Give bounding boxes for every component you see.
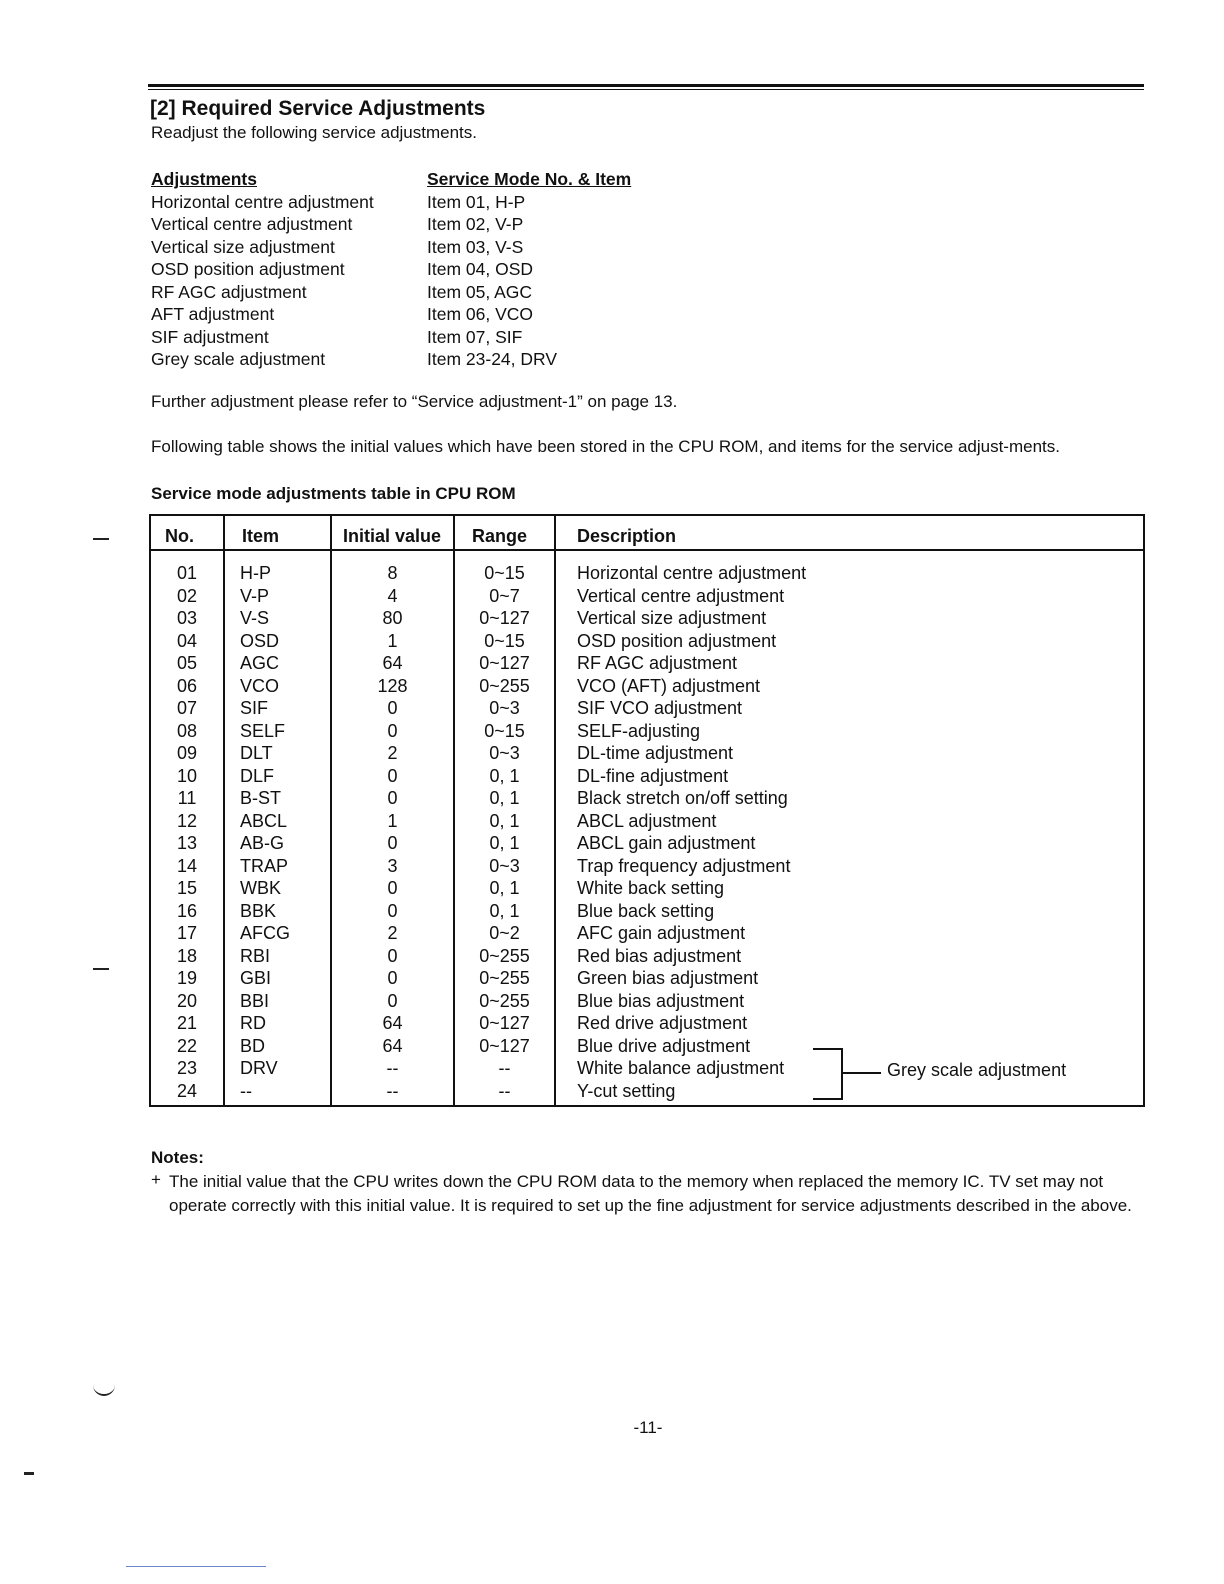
service-mode-table <box>149 514 1145 1107</box>
row-initial-value: 0 <box>387 788 398 808</box>
adjustments-header: Adjustments <box>151 169 257 189</box>
row-item: SIF <box>240 698 269 718</box>
row-description: DL-time adjustment <box>577 743 734 763</box>
row-range: 0~255 <box>479 675 530 696</box>
row-no: 08 <box>176 720 198 741</box>
header-description: Description <box>577 526 677 546</box>
bracket-bottom <box>813 1098 843 1100</box>
row-item: DLF <box>240 765 275 786</box>
row-no: 19 <box>176 968 198 988</box>
row-item: GBI <box>240 968 272 988</box>
row-range: 0, 1 <box>489 788 520 808</box>
row-range: -- <box>498 1080 511 1101</box>
row-item: VCO <box>240 675 280 696</box>
row-item: ABCL <box>240 810 288 831</box>
header-no: No. <box>165 526 194 546</box>
row-initial-value: 80 <box>382 608 403 628</box>
row-no: 02 <box>176 585 198 606</box>
row-initial-value: -- <box>386 1058 399 1078</box>
row-description: SELF-adjusting <box>577 720 701 741</box>
service-mode-header: Service Mode No. & Item <box>427 169 632 189</box>
row-item: TRAP <box>240 855 289 876</box>
row-no: 05 <box>176 653 198 673</box>
adjustment-name: Grey scale adjustment <box>151 349 326 369</box>
no-column <box>151 562 223 1102</box>
service-mode-item: Item 06, VCO <box>427 304 534 324</box>
row-no: 03 <box>176 608 198 628</box>
service-mode-item: Item 23-24, DRV <box>427 349 558 369</box>
row-no: 21 <box>176 1013 198 1033</box>
row-no: 15 <box>176 878 198 898</box>
adjustments-column <box>151 168 427 371</box>
service-mode-item: Item 05, AGC <box>427 281 533 302</box>
row-range: 0~127 <box>479 1013 530 1033</box>
row-initial-value: 8 <box>387 563 398 583</box>
row-item: OSD <box>240 630 280 651</box>
row-description: Vertical centre adjustment <box>577 585 785 606</box>
row-description: ABCL adjustment <box>577 810 717 831</box>
row-item: AFCG <box>240 923 291 943</box>
row-item: -- <box>240 1080 252 1101</box>
header-divider <box>151 549 1143 551</box>
top-rule-thick <box>148 84 1144 87</box>
row-item: AB-G <box>240 833 285 853</box>
row-description: Red bias adjustment <box>577 945 742 966</box>
adjustment-name: Vertical centre adjustment <box>151 214 353 234</box>
row-initial-value: 0 <box>387 990 398 1011</box>
row-range: 0~15 <box>484 720 525 741</box>
row-initial-value: 64 <box>382 653 403 673</box>
header-item: Item <box>242 526 280 546</box>
row-range: 0~15 <box>484 563 525 583</box>
row-description: Trap frequency adjustment <box>577 855 791 876</box>
row-initial-value: 0 <box>387 720 398 741</box>
row-description: AFC gain adjustment <box>577 923 746 943</box>
row-initial-value: 64 <box>382 1035 403 1056</box>
adjustment-name: Horizontal centre adjustment <box>151 191 374 212</box>
description-column <box>577 562 1097 1102</box>
note-text: The initial value that the CPU writes down the CPU ROM data to the memory when replaced the memory IC. TV set may not operate correctly with this initial value. It is required to set up the fine adjustment for service adjustments described in the above. <box>169 1172 1132 1215</box>
service-mode-column <box>427 168 747 371</box>
row-no: 14 <box>176 855 198 876</box>
row-item: BD <box>240 1035 266 1056</box>
row-range: 0~2 <box>489 923 520 943</box>
row-initial-value: 1 <box>387 630 398 651</box>
page-number: -11- <box>633 1418 663 1437</box>
row-item: RD <box>240 1013 266 1033</box>
scan-mark <box>93 1376 115 1396</box>
adjustment-name: Vertical size adjustment <box>151 236 335 257</box>
row-item: BBI <box>240 990 270 1011</box>
row-range: 0~255 <box>479 968 530 988</box>
row-no: 11 <box>177 788 197 808</box>
adjustment-name: AFT adjustment <box>151 304 275 324</box>
scan-mark <box>93 968 109 970</box>
row-range: 0~255 <box>479 945 530 966</box>
adjustment-name: OSD position adjustment <box>151 259 345 279</box>
row-range: 0, 1 <box>489 765 520 786</box>
top-rule-thin <box>148 89 1144 90</box>
row-description: Black stretch on/off setting <box>577 788 788 808</box>
row-item: H-P <box>240 563 271 583</box>
row-initial-value: 0 <box>387 945 398 966</box>
row-range: 0~3 <box>489 855 520 876</box>
row-description: VCO (AFT) adjustment <box>577 675 761 696</box>
row-range: 0, 1 <box>489 833 520 853</box>
bracket-top <box>813 1048 843 1050</box>
row-no: 01 <box>176 563 198 583</box>
row-initial-value: 0 <box>387 968 398 988</box>
row-description: White balance adjustment <box>577 1058 785 1078</box>
row-initial-value: 0 <box>387 878 398 898</box>
row-initial-value: 0 <box>387 833 398 853</box>
row-description: Green bias adjustment <box>577 968 759 988</box>
row-no: 12 <box>176 810 198 831</box>
row-range: 0, 1 <box>489 810 520 831</box>
row-item: RBI <box>240 945 271 966</box>
note-bullet: + <box>151 1170 161 1189</box>
row-description: Blue drive adjustment <box>577 1035 751 1056</box>
row-description: RF AGC adjustment <box>577 653 738 673</box>
row-description: Vertical size adjustment <box>577 608 767 628</box>
row-description: OSD position adjustment <box>577 630 777 651</box>
range-column <box>455 562 554 1102</box>
row-no: 06 <box>176 675 198 696</box>
adjustment-name: RF AGC adjustment <box>151 281 307 302</box>
scan-mark <box>93 538 109 540</box>
row-range: 0~3 <box>489 698 520 718</box>
notes-heading: Notes: <box>151 1148 204 1167</box>
row-range: 0~3 <box>489 743 520 763</box>
table-intro-paragraph: Following table shows the initial values which have been stored in the CPU ROM, and items for the service adjust-ments. <box>151 437 1060 456</box>
column-divider <box>223 516 225 1105</box>
bracket-leader <box>843 1072 881 1074</box>
row-item: DLT <box>240 743 273 763</box>
row-description: Horizontal centre adjustment <box>577 563 807 583</box>
row-item: WBK <box>240 878 282 898</box>
row-no: 23 <box>176 1058 198 1078</box>
row-range: 0, 1 <box>489 900 520 921</box>
row-no: 18 <box>176 945 198 966</box>
service-mode-item: Item 02, V-P <box>427 214 524 234</box>
row-range: 0~255 <box>479 990 530 1011</box>
row-description: DL-fine adjustment <box>577 765 729 786</box>
row-range: -- <box>498 1058 511 1078</box>
grey-scale-label: Grey scale adjustment <box>887 1060 1067 1080</box>
bottom-rule <box>126 1566 266 1567</box>
service-mode-item: Item 04, OSD <box>427 259 534 279</box>
row-description: Y-cut setting <box>577 1080 676 1101</box>
row-description: SIF VCO adjustment <box>577 698 743 718</box>
row-range: 0~127 <box>479 608 530 628</box>
row-range: 0, 1 <box>489 878 520 898</box>
row-description: Blue back setting <box>577 900 715 921</box>
row-item: BBK <box>240 900 277 921</box>
row-range: 0~127 <box>479 653 530 673</box>
row-no: 22 <box>176 1035 198 1056</box>
initial-value-column <box>331 562 454 1102</box>
row-range: 0~15 <box>484 630 525 651</box>
row-item: DRV <box>240 1058 278 1078</box>
row-range: 0~7 <box>489 585 520 606</box>
section-intro: Readjust the following service adjustments. <box>151 123 477 142</box>
row-initial-value: -- <box>386 1080 399 1101</box>
row-item: V-P <box>240 585 270 606</box>
row-no: 04 <box>176 630 198 651</box>
item-column <box>240 562 340 1102</box>
row-initial-value: 1 <box>387 810 398 831</box>
column-divider <box>554 516 556 1105</box>
row-initial-value: 2 <box>387 743 398 763</box>
service-mode-item: Item 07, SIF <box>427 326 523 347</box>
scan-mark <box>24 1472 34 1475</box>
row-no: 17 <box>176 923 198 943</box>
row-no: 07 <box>176 698 198 718</box>
row-initial-value: 4 <box>387 585 398 606</box>
row-no: 20 <box>176 990 198 1011</box>
row-item: V-S <box>240 608 270 628</box>
adjustment-name: SIF adjustment <box>151 326 269 347</box>
row-item: SELF <box>240 720 286 741</box>
bracket-vertical <box>841 1048 843 1100</box>
service-mode-item: Item 01, H-P <box>427 191 526 212</box>
row-initial-value: 64 <box>382 1013 403 1033</box>
row-initial-value: 0 <box>387 698 398 718</box>
row-no: 24 <box>176 1080 198 1101</box>
row-initial-value: 128 <box>377 675 408 696</box>
row-initial-value: 0 <box>387 765 398 786</box>
row-initial-value: 0 <box>387 900 398 921</box>
header-range: Range <box>472 526 528 546</box>
header-initial-value: Initial value <box>343 526 442 546</box>
row-no: 16 <box>176 900 198 921</box>
row-item: B-ST <box>240 788 282 808</box>
row-no: 09 <box>176 743 198 763</box>
row-item: AGC <box>240 653 280 673</box>
row-no: 13 <box>176 833 198 853</box>
service-mode-item: Item 03, V-S <box>427 236 524 257</box>
row-description: ABCL gain adjustment <box>577 833 756 853</box>
row-initial-value: 3 <box>387 855 398 876</box>
row-initial-value: 2 <box>387 923 398 943</box>
section-heading: [2] Required Service Adjustments <box>150 97 486 120</box>
table-title: Service mode adjustments table in CPU ROM <box>151 484 516 503</box>
row-range: 0~127 <box>479 1035 530 1056</box>
further-adjustment-note: Further adjustment please refer to “Service adjustment-1” on page 13. <box>151 392 678 411</box>
row-description: Blue bias adjustment <box>577 990 745 1011</box>
row-description: White back setting <box>577 878 725 898</box>
row-description: Red drive adjustment <box>577 1013 748 1033</box>
row-no: 10 <box>176 765 198 786</box>
